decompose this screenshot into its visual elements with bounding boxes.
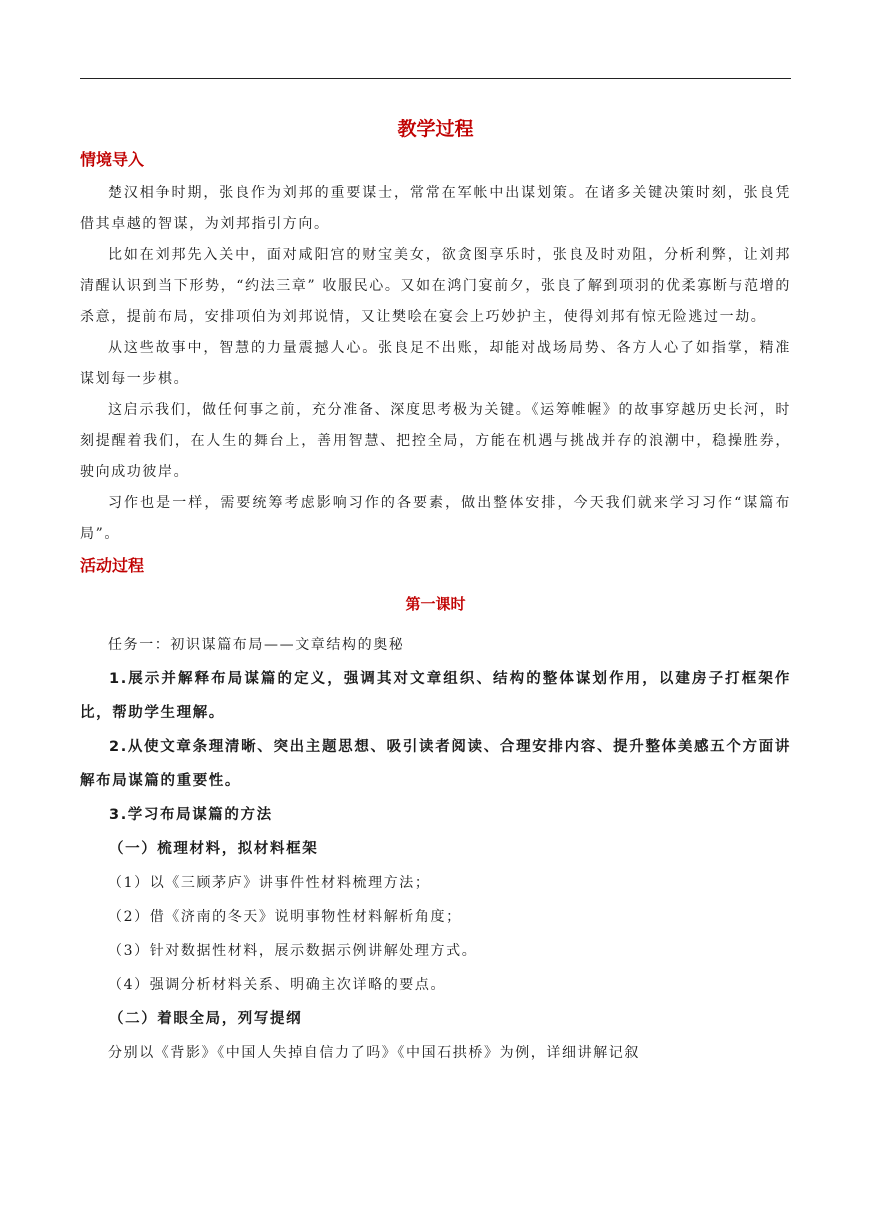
point-item: 3.学习布局谋篇的方法 [109,807,273,823]
sub-item: （1）以《三顾茅庐》讲事件性材料梳理方法； [108,875,431,891]
intro-paragraph: 比如在刘邦先入关中，面对咸阳宫的财宝美女，欲贪图享乐时，张良及时劝阻，分析利弊，让刘邦清醒认识到当下形势，“约法三章” 收服民心。又如在鸿门宴前夕，张良了解到项羽的优柔寡断与范增的杀意，提前布局，安排项伯为刘邦说情，又让樊哙在宴会上巧妙护主，使得刘邦有惊无险逃过一劫。 [80,247,791,325]
section-heading-activity: 活动过程 [80,556,145,575]
section-heading-intro: 情境导入 [80,150,145,169]
intro-paragraph: 这启示我们，做任何事之前，充分准备、深度思考极为关键。《运筹帷幄》的故事穿越历史长河，时刻提醒着我们，在人生的舞台上，善用智慧、把控全局，方能在机遇与挑战并存的浪潮中，稳操胜券，驶向成功彼岸。 [80,402,791,480]
point-item: 2.从使文章条理清晰、突出主题思想、吸引读者阅读、合理安排内容、提升整体美感五个方面讲解布局谋篇的重要性。 [80,739,791,789]
subsection-heading: （二）着眼全局，列写提纲 [109,1011,303,1027]
document-body [80,112,791,1070]
subsection-heading: （一）梳理材料，拟材料框架 [109,841,319,857]
header-rule [80,78,791,79]
sub-item: （4）强调分析材料关系、明确主次详略的要点。 [108,977,447,993]
point-item: 1.展示并解释布局谋篇的定义，强调其对文章组织、结构的整体谋划作用，以建房子打框架作比，帮助学生理解。 [80,671,791,721]
sub-item: （2）借《济南的冬天》说明事物性材料解析角度； [108,909,462,925]
final-paragraph: 分别以《背影》《中国人失掉自信力了吗》《中国石拱桥》为例，详细讲解记叙 [108,1045,640,1061]
intro-paragraph: 习作也是一样，需要统筹考虑影响习作的各要素，做出整体安排，今天我们就来学习习作“谋篇布局”。 [80,495,791,542]
intro-paragraph: 从这些故事中，智慧的力量震撼人心。张良足不出账，却能对战场局势、各方人心了如指掌，精准谋划每一步棋。 [80,340,791,387]
page-title: 教学过程 [397,118,474,140]
lesson-label: 第一课时 [405,595,466,613]
intro-paragraph: 楚汉相争时期，张良作为刘邦的重要谋士，常常在军帐中出谋划策。在诸多关键决策时刻，张良凭借其卓越的智谋，为刘邦指引方向。 [80,185,791,232]
task-heading: 任务一：初识谋篇布局——文章结构的奥秘 [108,637,405,653]
sub-item: （3）针对数据性材料，展示数据示例讲解处理方式。 [108,943,478,959]
